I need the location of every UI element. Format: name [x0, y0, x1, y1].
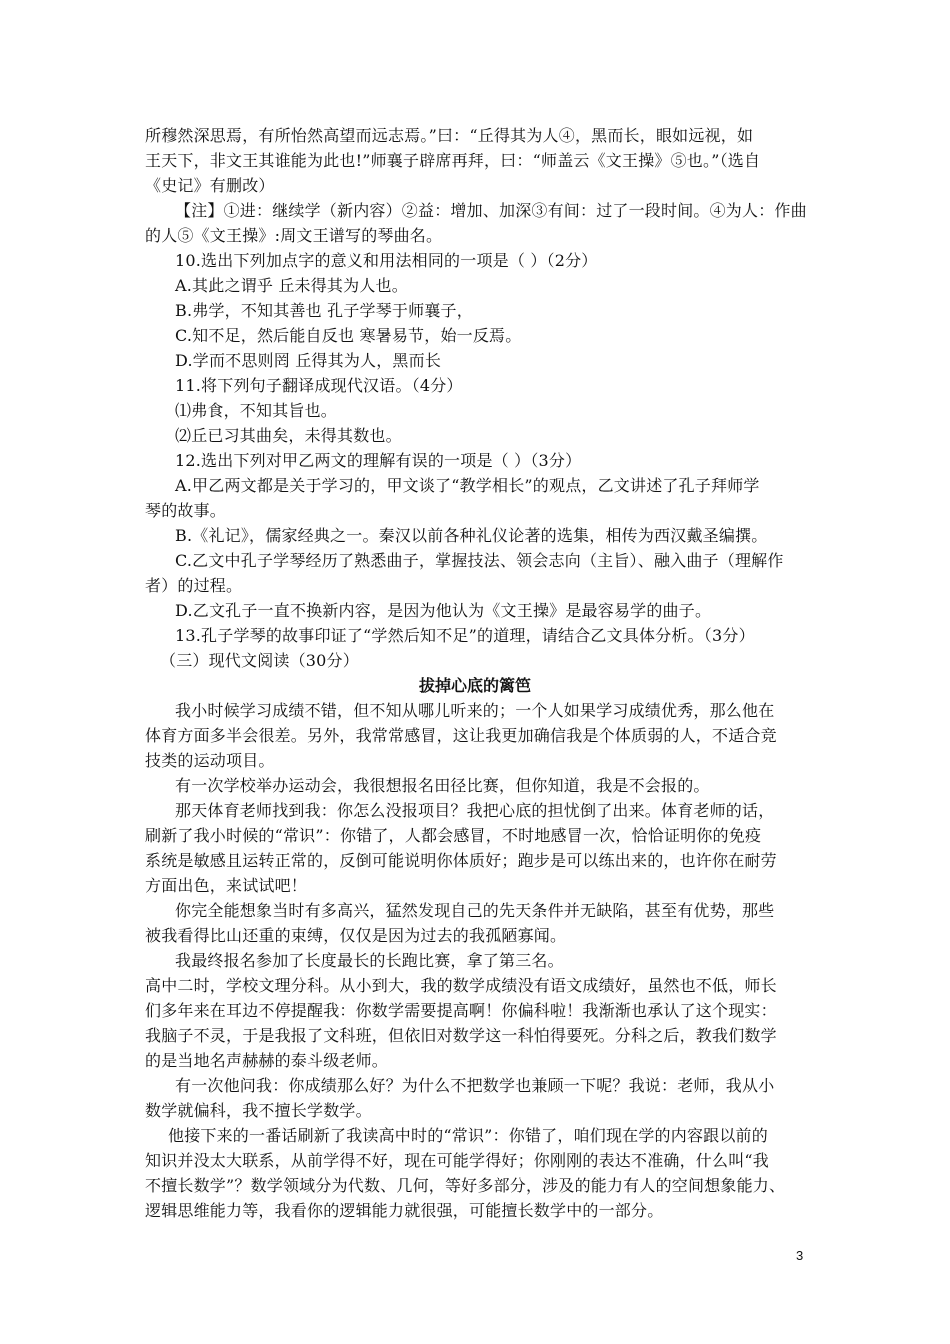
paragraph-line: 高中二时，学校文理分科。从小到大，我的数学成绩没有语文成绩好，虽然也不低，师长	[145, 976, 777, 995]
paragraph-line: 有一次学校举办运动会，我很想报名田径比赛，但你知道，我是不会报的。	[175, 776, 710, 795]
article-title: 拔掉心底的篱笆	[418, 676, 531, 695]
paragraph-line: 有一次他问我：你成绩那么好？为什么不把数学也兼顾一下呢？我说：老师，我从小	[175, 1076, 775, 1095]
paragraph-line: 我最终报名参加了长度最长的长跑比赛，拿了第三名。	[175, 951, 564, 970]
paragraph-line: 被我看得比山还重的束缚，仅仅是因为过去的我孤陋寡闻。	[145, 926, 567, 945]
question-11: 11.将下列句子翻译成现代汉语。（4分）	[175, 376, 463, 395]
option-d: D.乙文孔子一直不换新内容，是因为他认为《文王操》是最容易学的曲子。	[175, 601, 712, 620]
question-10: 10.选出下列加点字的意义和用法相同的一项是（ ）（2分）	[175, 251, 598, 270]
paragraph-line: 知识并没太大联系，从前学得不好，现在可能学得好；你刚刚的表达不准确，什么叫“我	[145, 1151, 769, 1170]
paragraph-line: 我小时候学习成绩不错，但不知从哪儿听来的；一个人如果学习成绩优秀，那么他在	[175, 701, 775, 720]
paragraph-line: 他接下来的一番话刷新了我读高中时的“常识”：你错了，咱们现在学的内容跟以前的	[168, 1126, 768, 1145]
text-line: 王天下，非文王其谁能为此也!”师襄子辟席再拜，曰：“师盖云《文王操》⑤也。”（选自	[145, 151, 761, 170]
annotation-line: 【注】①进：继续学（新内容）②益：增加、加深③有间：过了一段时间。④为人：作曲	[175, 201, 807, 220]
paragraph-line: 数学就偏科，我不擅长学数学。	[145, 1101, 372, 1120]
text-line: 者）的过程。	[145, 576, 243, 595]
text-line: 琴的故事。	[145, 501, 227, 520]
page-number: 3	[796, 1248, 804, 1263]
paragraph-line: 不擅长数学”？数学领域分为代数、几何，等好多部分，涉及的能力有人的空间想象能力、	[145, 1176, 786, 1195]
paragraph-line: 方面出色，来试试吧！	[145, 876, 308, 895]
option-a: A.甲乙两文都是关于学习的，甲文谈了“教学相长”的观点，乙文讲述了孔子拜师学	[175, 476, 760, 495]
option-c: C.知不足，然后能自反也 寒暑易节，始一反焉。	[175, 326, 522, 345]
paragraph-line: 的是当地名声赫赫的泰斗级老师。	[145, 1051, 389, 1070]
option-b: B.弗学，不知其善也 孔子学琴于师襄子，	[175, 301, 473, 320]
question-13: 13.孔子学琴的故事印证了“学然后知不足”的道理，请结合乙文具体分析。（3分）	[175, 626, 755, 645]
text-line: 《史记》有删改）	[145, 176, 275, 195]
text-line: 所穆然深思焉，有所怡然高望而远志焉。”曰：“丘得其为人④，黑而长，眼如远视，如	[145, 126, 754, 145]
question-12: 12.选出下列对甲乙两文的理解有误的一项是（ ）（3分）	[175, 451, 582, 470]
option-b: B.《礼记》，儒家经典之一。秦汉以前各种礼仪论著的选集，相传为西汉戴圣编撰。	[175, 526, 768, 545]
option-d: D.学而不思则罔 丘得其为人，黑而长	[175, 351, 442, 370]
annotation-line: 的人⑤《文王操》:周文王谱写的琴曲名。	[145, 226, 443, 245]
paragraph-line: 我脑子不灵，于是我报了文科班，但依旧对数学这一科怕得要死。分科之后，教我们数学	[145, 1026, 777, 1045]
paragraph-line: 那天体育老师找到我：你怎么没报项目？我把心底的担忧倒了出来。体育老师的话，	[175, 801, 775, 820]
paragraph-line: 体育方面多半会很差。另外，我常常感冒，这让我更加确信我是个体质弱的人，不适合竞	[145, 726, 777, 745]
paragraph-line: 系统是敏感且运转正常的，反倒可能说明你体质好；跑步是可以练出来的，也许你在耐劳	[145, 851, 777, 870]
sentence-2: ⑵丘已习其曲矣，未得其数也。	[175, 426, 402, 445]
paragraph-line: 你完全能想象当时有多高兴，猛然发现自己的先天条件并无缺陷，甚至有优势，那些	[175, 901, 775, 920]
option-c: C.乙文中孔子学琴经历了熟悉曲子，掌握技法、领会志向（主旨）、融入曲子（理解作	[175, 551, 784, 570]
sentence-1: ⑴弗食，不知其旨也。	[175, 401, 338, 420]
section-heading: （三）现代文阅读（30分）	[160, 651, 359, 670]
option-a: A.其此之谓乎 丘未得其为人也。	[175, 276, 408, 295]
paragraph-line: 逻辑思维能力等，我看你的逻辑能力就很强，可能擅长数学中的一部分。	[145, 1201, 664, 1220]
paragraph-line: 刷新了我小时候的“常识”：你错了，人都会感冒，不时地感冒一次，恰恰证明你的免疫	[145, 826, 762, 845]
paragraph-line: 技类的运动项目。	[145, 751, 275, 770]
paragraph-line: 们多年来在耳边不停提醒我：你数学需要提高啊！你偏科啦！我渐渐也承认了这个现实：	[145, 1001, 777, 1020]
